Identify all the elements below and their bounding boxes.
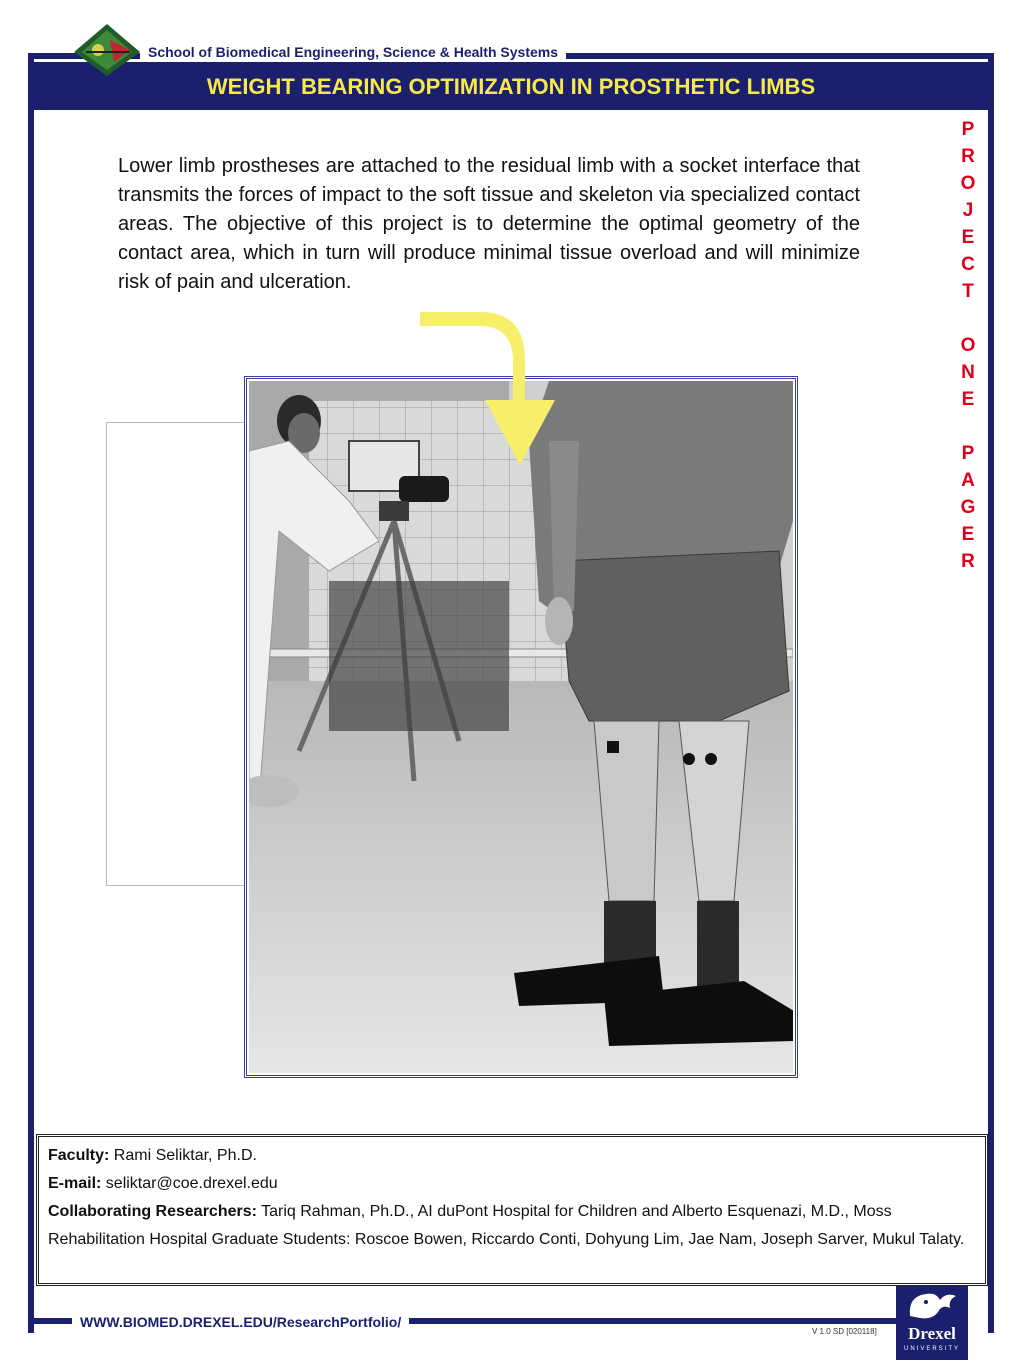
side-banner-text: P R O J E C T O N E P A G E R — [960, 119, 976, 572]
school-name: School of Biomedical Engineering, Science & Health Systems — [140, 43, 566, 61]
intro-paragraph: Lower limb prostheses are attached to the residual limb with a socket interface that transmits the forces of impact to the soft tissue and skeleton via specialized contact areas. The objective of this project is to determine the optimal geometry of the contact area, which in turn will produce minimal tissue overload and will minimize risk of pain and ulceration. — [118, 155, 860, 293]
info-content — [48, 1142, 968, 1254]
photo-gait-lab — [249, 381, 793, 1073]
arrow-down-icon — [415, 300, 575, 470]
school-logo-icon — [72, 22, 142, 78]
frame-left-rule — [28, 53, 34, 1333]
image-placeholder — [106, 422, 248, 886]
drexel-university-label: UNIVERSITY — [903, 1346, 960, 1352]
footer-url-link[interactable]: WWW.BIOMED.DREXEL.EDU/ResearchPortfolio/ — [72, 1313, 409, 1331]
email-value[interactable]: seliktar@coe.drexel.edu — [101, 1175, 278, 1192]
email-label: E-mail: — [48, 1175, 102, 1192]
collab-line — [48, 1198, 968, 1254]
page-title: WEIGHT BEARING OPTIMIZATION IN PROSTHETIC LIMBS — [206, 74, 816, 99]
email-line — [48, 1170, 968, 1198]
dragon-icon — [896, 1286, 968, 1326]
version-label: V 1.0 SD [020118] — [812, 1327, 877, 1336]
faculty-line — [48, 1142, 968, 1170]
collab-value: Tariq Rahman, Ph.D., AI duPont Hospital for Children and Alberto Esquenazi, M.D., Moss Rehabilitation Hospital Graduate Students: Roscoe Bowen, Riccardo Conti, Dohyung Lim, Jae Nam, Joseph Sarver, Mukul Talaty. — [48, 1203, 965, 1248]
faculty-value: Rami Seliktar, Ph.D. — [109, 1147, 257, 1164]
faculty-label: Faculty: — [48, 1147, 110, 1164]
drexel-wordmark: Drexel — [908, 1324, 956, 1343]
collab-label: Collaborating Researchers: — [48, 1203, 257, 1220]
frame-right-rule — [988, 53, 994, 1333]
